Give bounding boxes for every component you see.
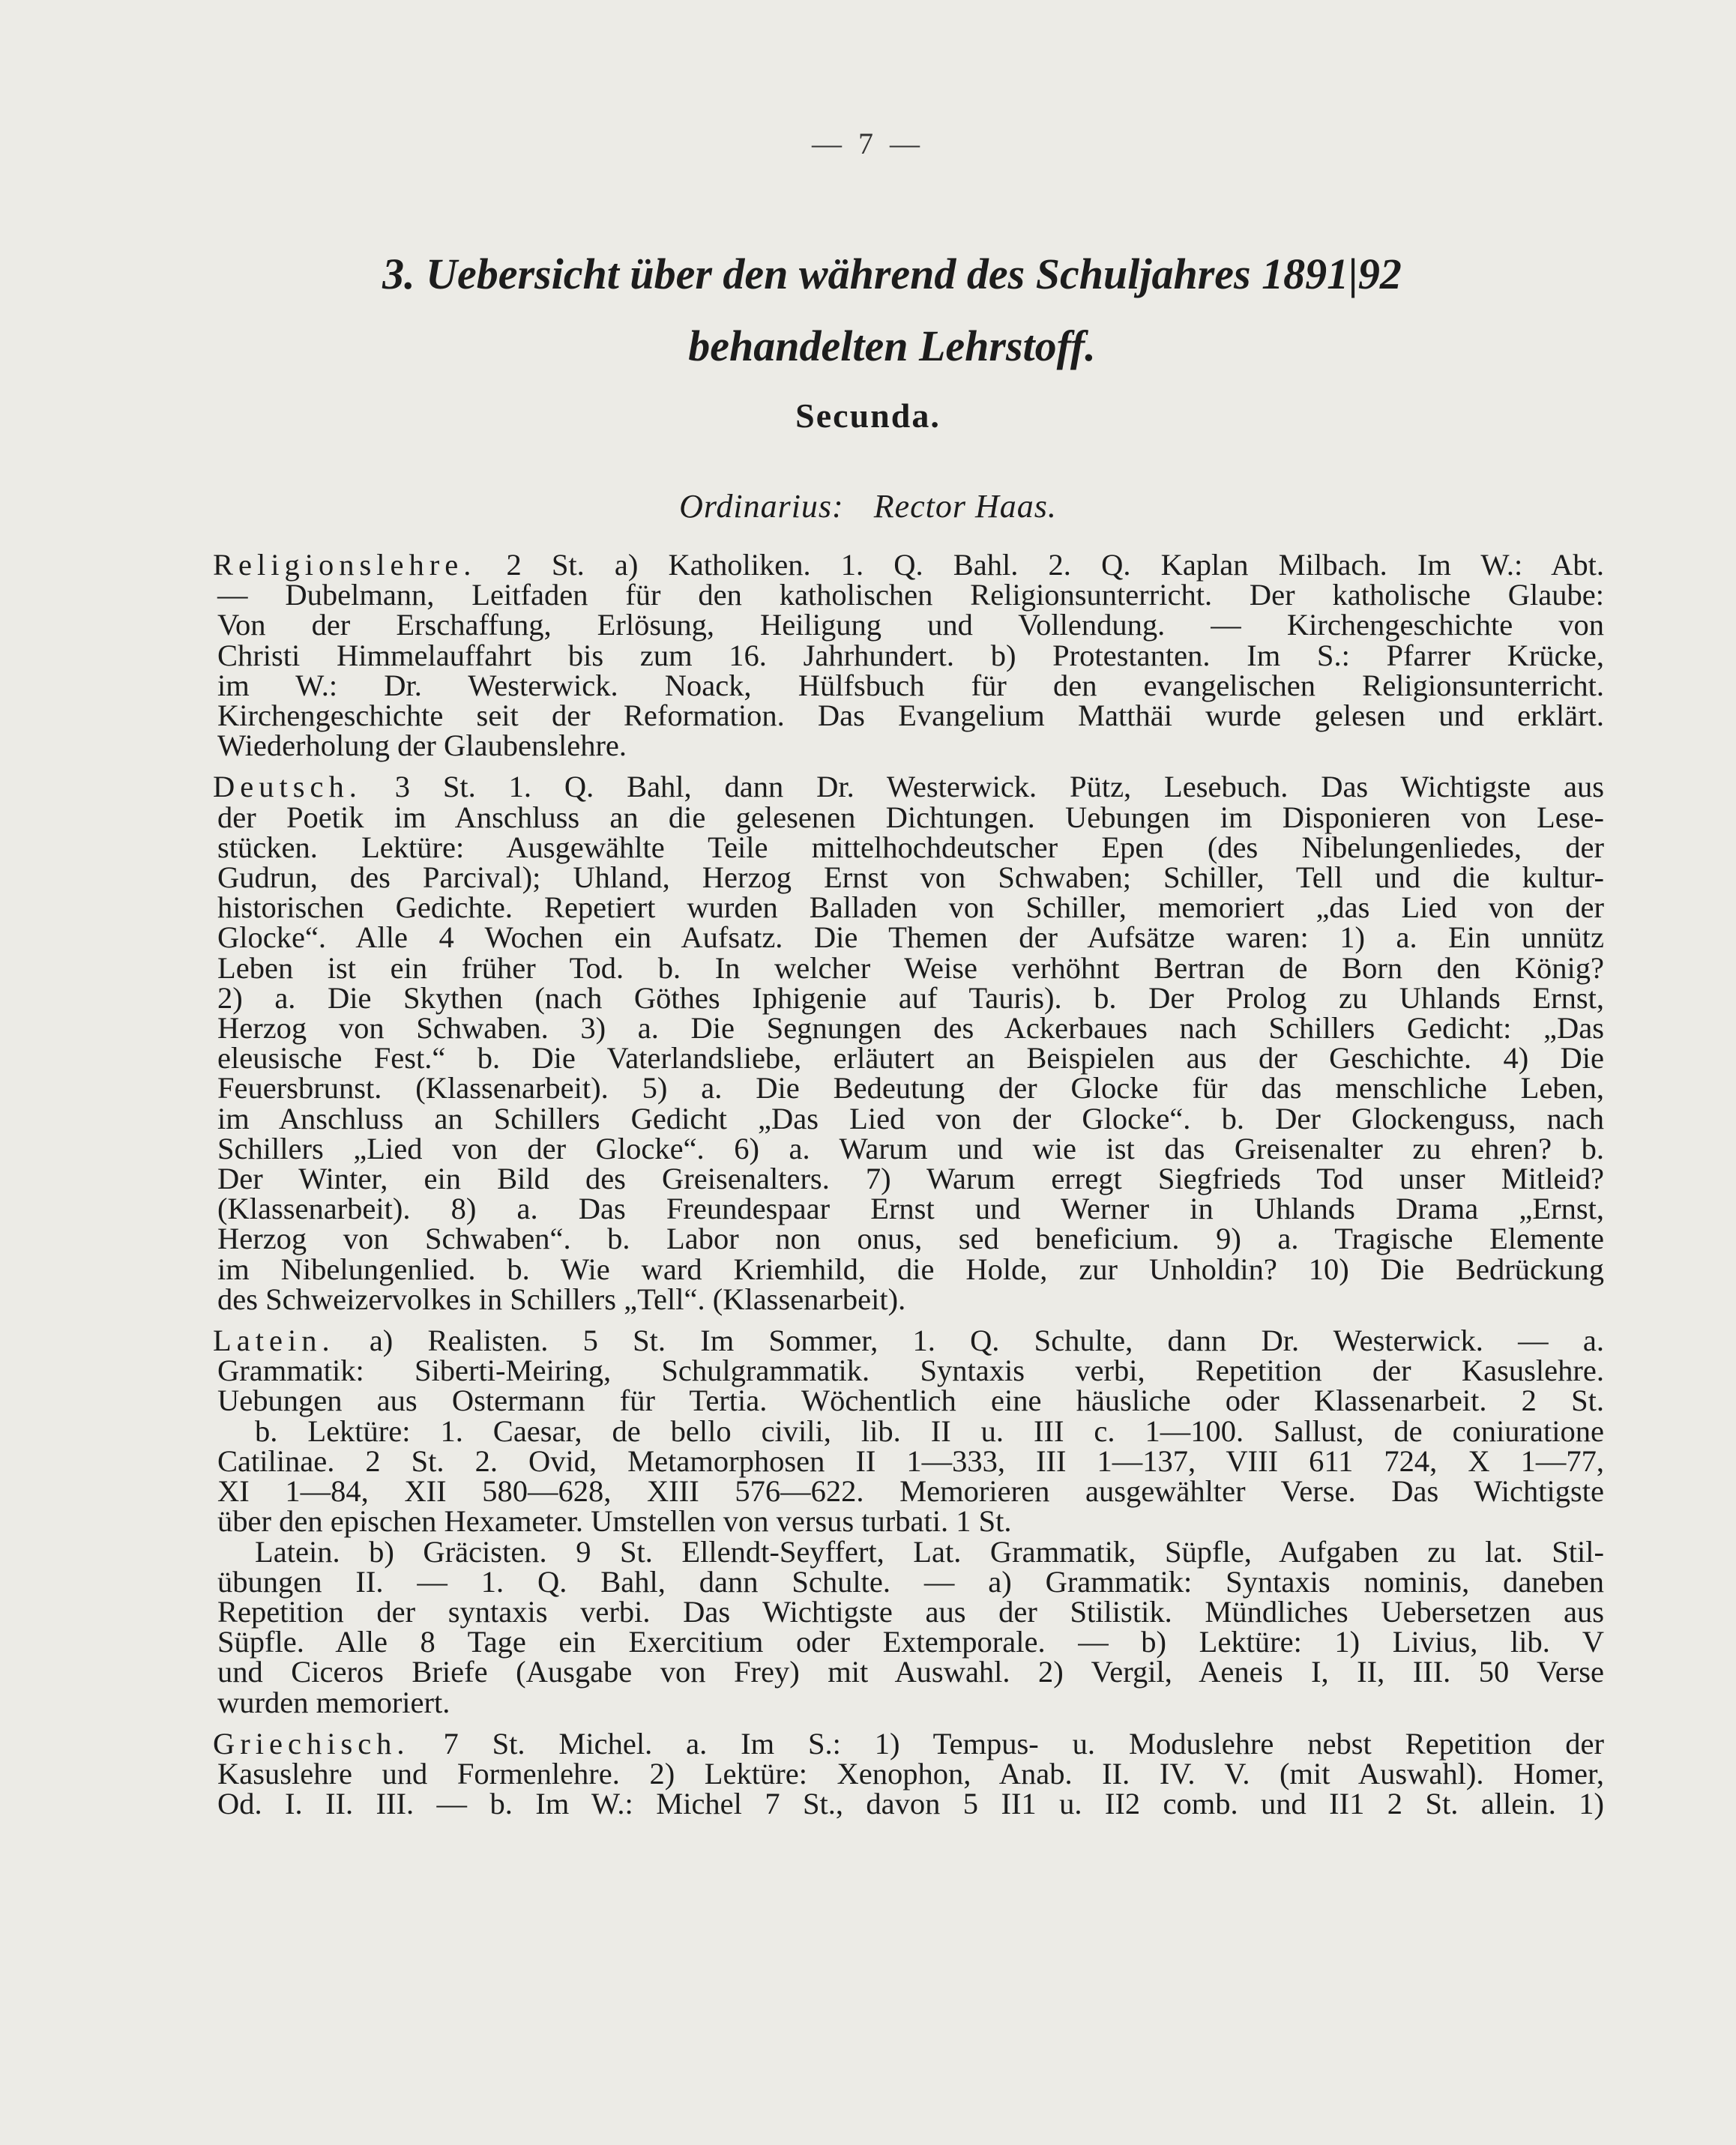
text-line: Schillers „Lied von der Glocke“. 6) a. Warum und wie ist das Greisenalter zu ehren? b.	[217, 1131, 1604, 1165]
title-line-2: behandelten Lehrstoff.	[688, 322, 1096, 370]
text-line: Latein. b) Gräcisten. 9 St. Ellendt-Seyffert, Lat. Grammatik, Süpfle, Aufgaben zu lat. Stil-	[255, 1534, 1604, 1569]
text-line: über den epischen Hexameter. Umstellen von versus turbati. 1 St.	[217, 1504, 1012, 1539]
section-heading: Secunda.	[795, 396, 941, 435]
subject-heading: Griechisch.	[213, 1726, 410, 1761]
text-line: Leben ist ein früher Tod. b. In welcher Weise verhöhnt Bertran de Born den König?	[217, 950, 1604, 985]
text-line: Grammatik: Siberti-Meiring, Schulgrammatik. Syntaxis verbi, Repetition der Kasuslehre.	[217, 1354, 1604, 1388]
text-line: (Klassenarbeit). 8) a. Das Freundespaar Ernst und Werner in Uhlands Drama „Ernst,	[217, 1192, 1604, 1226]
ordinarius-name: Rector Haas.	[873, 488, 1057, 525]
page-title	[255, 238, 1529, 382]
page-number: — 7 —	[812, 127, 924, 160]
text-line: Von der Erschaffung, Erlösung, Heiligung und Vollendung. — Kirchengeschichte von	[217, 608, 1604, 642]
text-line: Christi Himmelauffahrt bis zum 16. Jahrhundert. b) Protestanten. Im S.: Pfarrer Krücke,	[217, 638, 1604, 672]
text-line: XI 1—84, XII 580—628, XIII 576—622. Memorieren ausgewählter Verse. Das Wichtigste	[217, 1474, 1604, 1509]
text-line: übungen II. — 1. Q. Bahl, dann Schulte. — a) Grammatik: Syntaxis nominis, daneben	[217, 1564, 1604, 1599]
text-line: 2) a. Die Skythen (nach Göthes Iphigenie auf Tauris). b. Der Prolog zu Uhlands Ernst,	[217, 980, 1604, 1015]
text-line: und Ciceros Briefe (Ausgabe von Frey) mit Auswahl. 2) Vergil, Aeneis I, II, III. 50 Verse	[217, 1655, 1604, 1689]
text-line: eleusische Fest.“ b. Die Vaterlandsliebe, erläutert an Beispielen aus der Geschichte. 4) Die	[217, 1041, 1604, 1075]
paragraph-deutsch	[213, 770, 1604, 1316]
text-line: im Nibelungenlied. b. Wie ward Kriemhild, die Holde, zur Unholdin? 10) Die Bedrückung	[217, 1252, 1604, 1286]
subject-heading: Religionslehre.	[213, 548, 477, 582]
text-line: Deutsch. 3 St. 1. Q. Bahl, dann Dr. Westerwick. Pütz, Lesebuch. Das Wichtigste aus	[213, 770, 1604, 804]
document-body	[213, 548, 1604, 1830]
text-line: Repetition der syntaxis verbi. Das Wichtigste aus der Stilistik. Mündliches Uebersetzen aus	[217, 1594, 1604, 1629]
paragraph-religionslehre	[213, 548, 1604, 763]
paragraph-latein	[213, 1324, 1604, 1719]
text-line: der Poetik im Anschluss an die gelesenen Dichtungen. Uebungen im Disponieren von Lese-	[217, 800, 1604, 834]
subject-heading: Latein.	[213, 1324, 335, 1358]
text-line: im Anschluss an Schillers Gedicht „Das Lied von der Glocke“. b. Der Glockenguss, nach	[217, 1101, 1604, 1135]
text-line: Glocke“. Alle 4 Wochen ein Aufsatz. Die Themen der Aufsätze waren: 1) a. Ein unnütz	[217, 920, 1604, 955]
text-line: Süpfle. Alle 8 Tage ein Exercitium oder Extemporale. — b) Lektüre: 1) Livius, lib. V	[217, 1625, 1604, 1659]
text-line: Griechisch. 7 St. Michel. a. Im S.: 1) Tempus- u. Moduslehre nebst Repetition der	[213, 1726, 1604, 1761]
text-line: Latein. a) Realisten. 5 St. Im Sommer, 1. Q. Schulte, dann Dr. Westerwick. — a.	[213, 1324, 1604, 1358]
text-line: Feuersbrunst. (Klassenarbeit). 5) a. Die Bedeutung der Glocke für das menschliche Leben,	[217, 1071, 1604, 1105]
text-line: Religionslehre. 2 St. a) Katholiken. 1. Q. Bahl. 2. Q. Kaplan Milbach. Im W.: Abt.	[213, 548, 1604, 582]
text-line: Catilinae. 2 St. 2. Ovid, Metamorphosen II 1—333, III 1—137, VIII 611 724, X 1—77,	[217, 1443, 1604, 1478]
text-line: Gudrun, des Parcival); Uhland, Herzog Ernst von Schwaben; Schiller, Tell und die kultur-	[217, 860, 1604, 895]
ordinarius-label: Ordinarius:	[679, 488, 844, 525]
text-line: Der Winter, ein Bild des Greisenalters. 7) Warum erregt Siegfrieds Tod unser Mitleid?	[217, 1162, 1604, 1196]
text-line: Herzog von Schwaben“. b. Labor non onus, sed beneficium. 9) a. Tragische Elemente	[217, 1222, 1604, 1256]
text-line: Herzog von Schwaben. 3) a. Die Segnungen des Ackerbaues nach Schillers Gedicht: „Das	[217, 1011, 1604, 1046]
text-line: Kirchengeschichte seit der Reformation. Das Evangelium Matthäi wurde gelesen und erklärt.	[217, 699, 1604, 733]
text-line: Uebungen aus Ostermann für Tertia. Wöchentlich eine häusliche oder Klassenarbeit. 2 St.	[217, 1384, 1604, 1418]
text-line: wurden memoriert.	[217, 1685, 450, 1719]
ordinarius-line	[0, 487, 1736, 525]
text-line: stücken. Lektüre: Ausgewählte Teile mittelhochdeutscher Epen (des Nibelungenliedes, der	[217, 830, 1604, 864]
text-line: historischen Gedichte. Repetiert wurden Balladen von Schiller, memoriert „das Lied von der	[217, 890, 1604, 925]
text-line: des Schweizervolkes in Schillers „Tell“. (Klassenarbeit).	[217, 1282, 906, 1316]
title-line-1: 3. Uebersicht über den während des Schuljahres 1891|92	[382, 250, 1402, 298]
text-line: Kasuslehre und Formenlehre. 2) Lektüre: Xenophon, Anab. II. IV. V. (mit Auswahl). Homer,	[217, 1756, 1604, 1790]
text-line: Od. I. II. III. — b. Im W.: Michel 7 St., davon 5 II1 u. II2 comb. und II1 2 St. allein. 1)	[217, 1787, 1604, 1821]
text-line: — Dubelmann, Leitfaden für den katholischen Religionsunterricht. Der katholische Glaube:	[217, 578, 1604, 612]
text-line: b. Lektüre: 1. Caesar, de bello civili, lib. II u. III c. 1—100. Sallust, de coniuratione	[255, 1414, 1604, 1448]
text-line: Wiederholung der Glaubenslehre.	[217, 728, 627, 763]
subject-heading: Deutsch.	[213, 770, 362, 804]
text-line: im W.: Dr. Westerwick. Noack, Hülfsbuch für den evangelischen Religionsunterricht.	[217, 668, 1604, 702]
paragraph-griechisch	[213, 1726, 1604, 1821]
